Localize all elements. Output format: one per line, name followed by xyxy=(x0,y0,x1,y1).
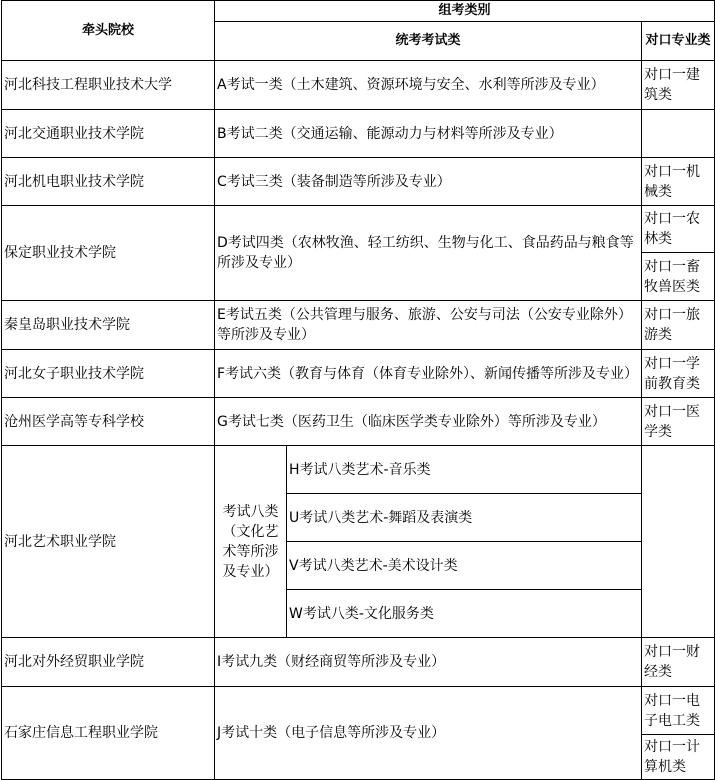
counterpart-cell: 对口一机械类 xyxy=(642,158,715,206)
school-cell: 河北艺术职业学院 xyxy=(2,446,215,638)
school-cell: 河北科技工程职业技术大学 xyxy=(2,61,215,110)
table-row xyxy=(2,61,715,110)
school-cell: 河北交通职业技术学院 xyxy=(2,110,215,158)
table-row xyxy=(2,398,715,446)
header-counterpart: 对口专业类 xyxy=(642,22,715,61)
exam-cell: J考试十类（电子信息等所涉及专业） xyxy=(215,687,642,780)
exam-cell: I考试九类（财经商贸等所涉及专业） xyxy=(215,638,642,687)
exam-cell: D考试四类（农林牧渔、轻工纺织、生物与化工、食品药品与粮食等所涉及专业） xyxy=(215,206,642,301)
exam-cell: C考试三类（装备制造等所涉及专业） xyxy=(215,158,642,206)
school-cell: 秦皇岛职业技术学院 xyxy=(2,301,215,350)
table-row xyxy=(2,110,715,158)
exam-cell: E考试五类（公共管理与服务、旅游、公安与司法（公安专业除外）等所涉及专业） xyxy=(215,301,642,350)
counterpart-cell: 对口一电子电工类 xyxy=(642,687,715,735)
table-row xyxy=(2,158,715,206)
table-row xyxy=(2,206,715,253)
exam-cell: 考试八类（文化艺术等所涉及专业） xyxy=(215,446,287,638)
exam-category-table xyxy=(1,0,715,780)
counterpart-cell: 对口一农林类 xyxy=(642,206,715,253)
school-cell: 河北女子职业技术学院 xyxy=(2,350,215,398)
table-row xyxy=(2,446,715,494)
counterpart-cell xyxy=(642,446,715,638)
counterpart-cell: 对口一学前教育类 xyxy=(642,350,715,398)
school-cell: 河北机电职业技术学院 xyxy=(2,158,215,206)
table-row xyxy=(2,350,715,398)
header-group-category: 组考类别 xyxy=(215,1,715,22)
art-sub-exam-cell: V考试八类艺术-美术设计类 xyxy=(287,542,642,590)
exam-cell: B考试二类（交通运输、能源动力与材料等所涉及专业） xyxy=(215,110,642,158)
table-row xyxy=(2,301,715,350)
table-row xyxy=(2,687,715,735)
art-sub-exam-cell: U考试八类艺术-舞蹈及表演类 xyxy=(287,494,642,542)
counterpart-cell: 对口一计算机类 xyxy=(642,735,715,780)
art-sub-exam-cell: W考试八类-文化服务类 xyxy=(287,590,642,638)
exam-cell: F考试六类（教育与体育（体育专业除外）、新闻传播等所涉及专业） xyxy=(215,350,642,398)
header-lead-school: 牵头院校 xyxy=(2,1,215,61)
counterpart-cell: 对口一旅游类 xyxy=(642,301,715,350)
counterpart-cell: 对口一畜牧兽医类 xyxy=(642,253,715,301)
exam-cell: G考试七类（医药卫生（临床医学类专业除外）等所涉及专业） xyxy=(215,398,642,446)
school-cell: 石家庄信息工程职业学院 xyxy=(2,687,215,780)
counterpart-cell: 对口一医学类 xyxy=(642,398,715,446)
exam-cell: A考试一类（土木建筑、资源环境与安全、水利等所涉及专业） xyxy=(215,61,642,110)
art-sub-exam-cell: H考试八类艺术-音乐类 xyxy=(287,446,642,494)
header-unified-exam: 统考考试类 xyxy=(215,22,642,61)
counterpart-cell: 对口一建筑类 xyxy=(642,61,715,110)
counterpart-cell xyxy=(642,110,715,158)
school-cell: 沧州医学高等专科学校 xyxy=(2,398,215,446)
school-cell: 保定职业技术学院 xyxy=(2,206,215,301)
counterpart-cell: 对口一财经类 xyxy=(642,638,715,687)
school-cell: 河北对外经贸职业学院 xyxy=(2,638,215,687)
table-row xyxy=(2,638,715,687)
